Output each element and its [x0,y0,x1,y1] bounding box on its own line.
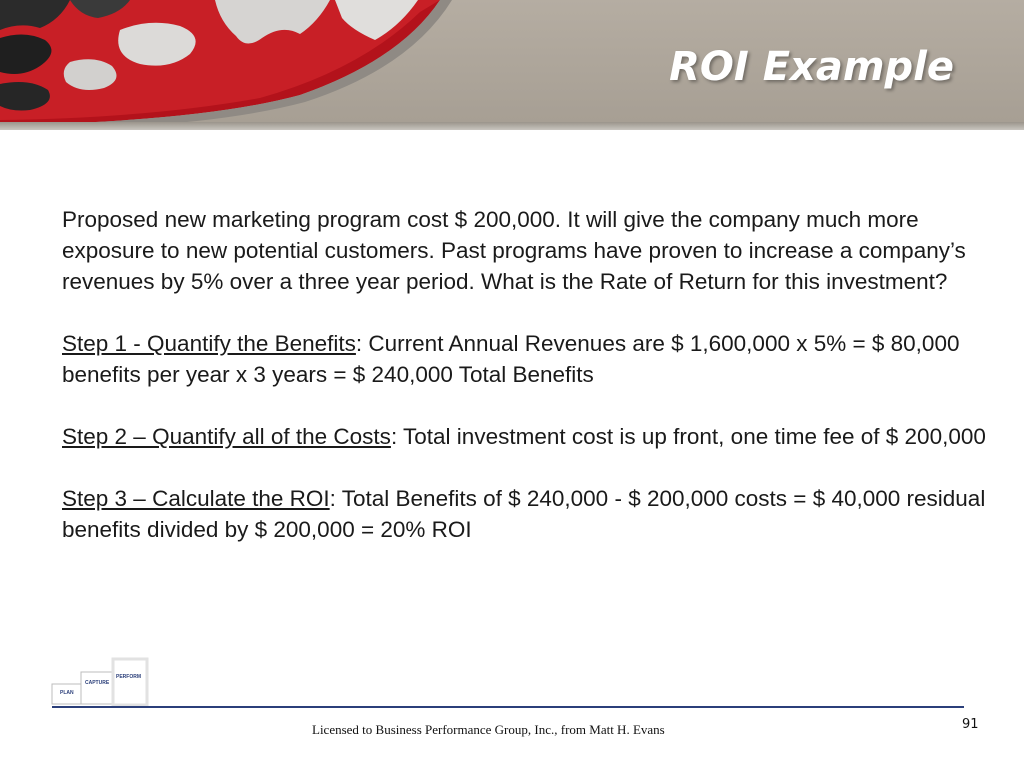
step-1-label: Step 1 - Quantify the Benefits [62,331,356,356]
step-1-text: : Current Annual Revenues are $ 1,600,000 x 5% = $ 80,000 benefits per year x 3 years = $ 240,000 Total Benefits [62,331,960,387]
slide-header [0,0,1024,130]
step-2-paragraph [62,421,992,452]
logo-plan-text: PLAN [60,690,74,696]
step-2-text: : Total investment cost is up front, one time fee of $ 200,000 [390,424,986,449]
logo-capture-text: CAPTURE [85,680,110,686]
intro-paragraph: Proposed new marketing program cost $ 200,000. It will give the company much more exposure to new potential customers. Past programs have proven to increase a company’s revenues by 5% over a three year period. What is the Rate of Return for this investment? [62,207,966,294]
step-3-label: Step 3 – Calculate the ROI [62,486,330,511]
slide-body [62,204,992,576]
puzzle-pieces-image [0,0,470,130]
step-2-label: Step 2 – Quantify all of the Costs [62,424,391,449]
header-shadow-band [0,122,1024,130]
footer-divider [52,706,964,708]
page-number: 91 [962,717,979,732]
step-3-paragraph [62,483,992,545]
slide-title: ROI Example [669,44,954,90]
logo-perform-text: PERFORM [116,674,141,680]
step-1-paragraph [62,328,992,390]
footer-license-text: Licensed to Business Performance Group, Inc., from Matt H. Evans [312,722,665,737]
plan-capture-perform-logo [50,656,150,706]
step-3-text: : Total Benefits of $ 240,000 - $ 200,000 costs = $ 40,000 residual benefits divided by $ 200,000 = 20% ROI [62,486,986,542]
